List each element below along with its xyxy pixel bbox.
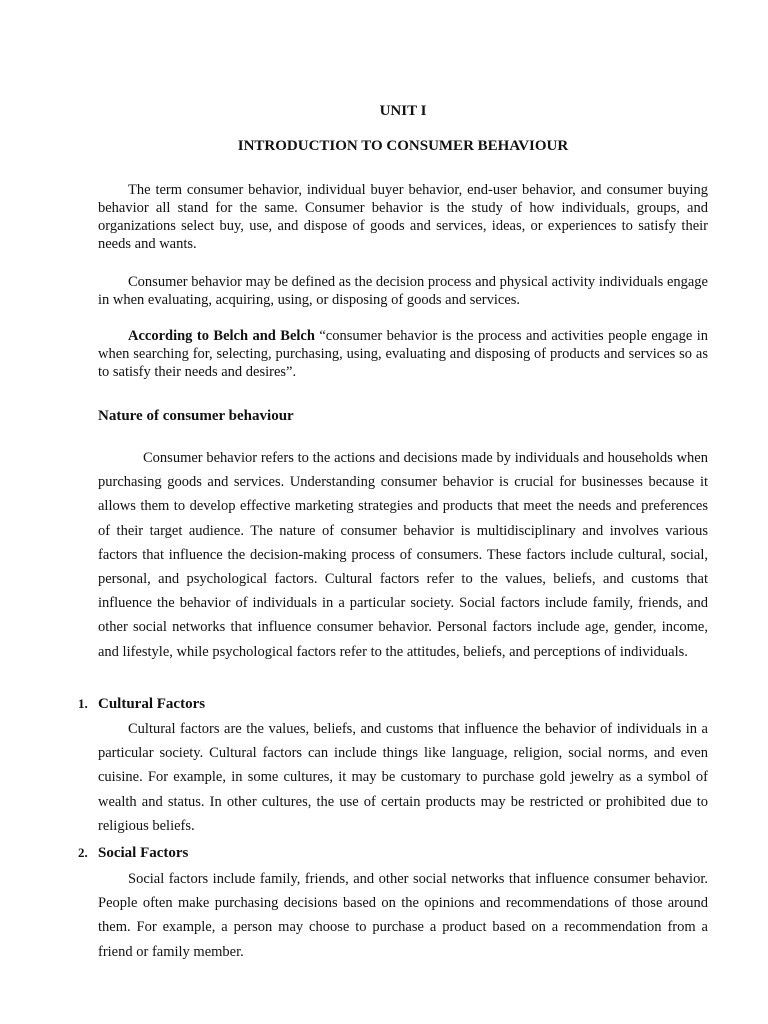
intro-paragraph-2: Consumer behavior may be defined as the decision process and physical activity individuals engage in when evaluating, acquiring, using, or disposing of goods and services. [98,274,708,308]
intro-paragraph-1: The term consumer behavior, individual buyer behavior, end-user behavior, and consumer buying behavior all stand for the same. Consumer behavior is the study of how individuals, groups, and organizations select buy, use, and dispose of goods and services, ideas, or experiences to satisfy their needs and wants. [98,182,708,252]
definition-text: “consumer behavior is the process and activities people engage in when searching for, selecting, purchasing, using, evaluating and disposing of products and services so as to satisfy their needs and desires”. [98,328,708,380]
section-title: Social Factors [98,845,189,861]
section-heading-cultural [78,696,205,713]
section-heading-social [78,845,188,862]
section-body-social: Social factors include family, friends, and other social networks that influence consumer behavior. People often make purchasing decisions based on the opinions and recommendations of those around them. For example, a person may choose to purchase a product based on a recommendation from a friend or family member. [98,871,708,960]
nature-paragraph: Consumer behavior refers to the actions and decisions made by individuals and households when purchasing goods and services. Understanding consumer behavior is crucial for businesses because it allows them to develop effective marketing strategies and products that meet the needs and preferences of their target audience. The nature of consumer behavior is multidisciplinary and involves various factors that influence the decision-making process of consumers. These factors include cultural, social, personal, and psychological factors. Cultural factors refer to the values, beliefs, and customs that influence the behavior of individuals in a particular society. Social factors include family, friends, and other social networks that influence consumer behavior. Personal factors include age, gender, income, and lifestyle, while psychological factors refer to the attitudes, beliefs, and perceptions of individuals. [98,450,708,660]
section-title: Cultural Factors [98,696,206,712]
unit-title: UNIT I [379,103,427,119]
main-title: INTRODUCTION TO CONSUMER BEHAVIOUR [237,138,569,154]
nature-heading: Nature of consumer behaviour [98,408,294,424]
section-number: 2. [78,845,88,860]
definition-paragraph [98,327,708,381]
definition-lead: According to Belch and Belch [128,328,315,344]
section-body-cultural: Cultural factors are the values, beliefs, and customs that influence the behavior of individuals in a particular society. Cultural factors can include things like language, religion, social norms, and even cuisine. For example, in some cultures, it may be customary to purchase gold jewelry as a symbol of wealth and status. In other cultures, the use of certain products may be restricted or prohibited due to religious beliefs. [98,721,708,834]
section-number: 1. [78,696,88,711]
